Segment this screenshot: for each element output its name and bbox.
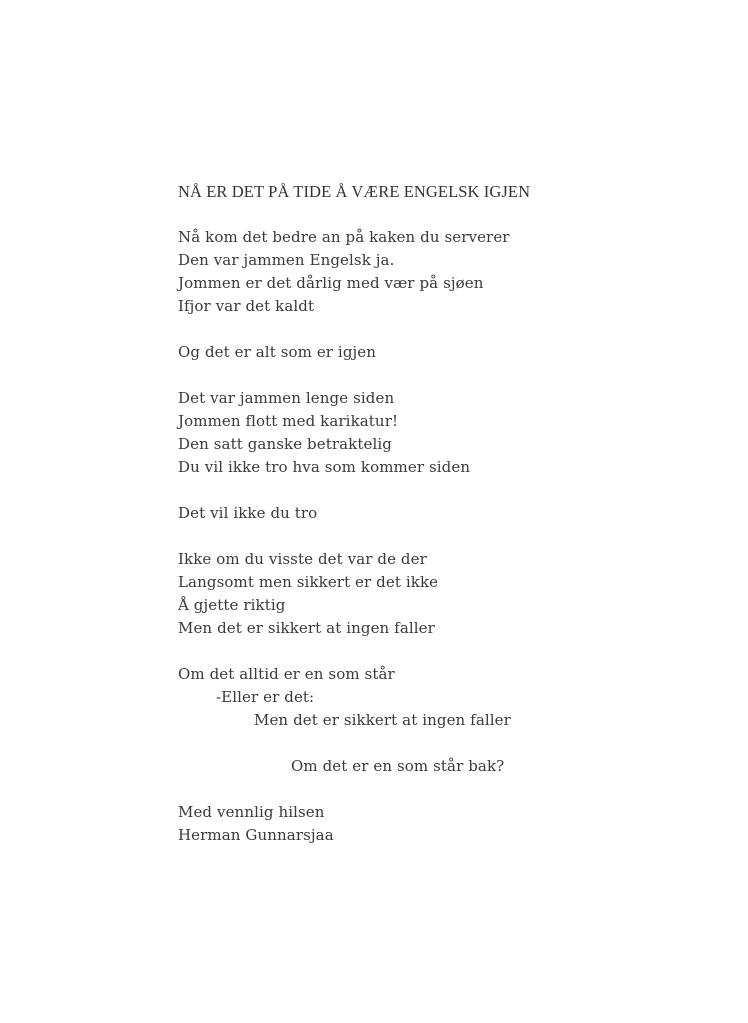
poem-body [178, 180, 698, 847]
stanza-3 [178, 548, 698, 640]
stanza-gap [178, 479, 698, 502]
poem-title: NÅ ER DET PÅ TIDE Å VÆRE ENGELSK IGJEN [178, 182, 531, 201]
poem-line: Ifjor var det kaldt [178, 297, 315, 315]
closing [178, 801, 698, 847]
poem-line: Den satt ganske betraktelig [178, 435, 392, 453]
poem-line: Den var jammen Engelsk ja. [178, 251, 395, 269]
stanza-gap [178, 732, 698, 755]
poem-line: Men det er sikkert at ingen faller [178, 619, 435, 637]
poem-line: Det var jammen lenge siden [178, 389, 395, 407]
stanza-gap [178, 525, 698, 548]
stanza-gap [178, 778, 698, 801]
poem-line: Nå kom det bedre an på kaken du serverer [178, 228, 510, 246]
poem-line: Å gjette riktig [178, 596, 286, 614]
poem-line-indented: Men det er sikkert at ingen faller [254, 711, 511, 729]
poem-line: Det vil ikke du tro [178, 504, 318, 522]
signature: Herman Gunnarsjaa [178, 826, 334, 844]
poem-line: Du vil ikke tro hva som kommer siden [178, 458, 471, 476]
poem-line: Og det er alt som er igjen [178, 343, 377, 361]
stanza-1 [178, 226, 698, 318]
stanza-gap [178, 318, 698, 341]
poem-line: Om det alltid er en som står [178, 665, 395, 683]
stanza-gap [178, 640, 698, 663]
stanza-gap [178, 364, 698, 387]
stanza-4 [178, 663, 698, 732]
poem-line: Langsomt men sikkert er det ikke [178, 573, 439, 591]
poem-line: Ikke om du visste det var de der [178, 550, 427, 568]
poem-line: Jommen er det dårlig med vær på sjøen [178, 274, 484, 292]
stanza-2 [178, 387, 698, 479]
poem-line-indented: -Eller er det: [216, 688, 315, 706]
closing-greeting: Med vennlig hilsen [178, 803, 325, 821]
poem-line-indented: Om det er en som står bak? [291, 757, 505, 775]
poem-line: Jommen flott med karikatur! [178, 412, 399, 430]
